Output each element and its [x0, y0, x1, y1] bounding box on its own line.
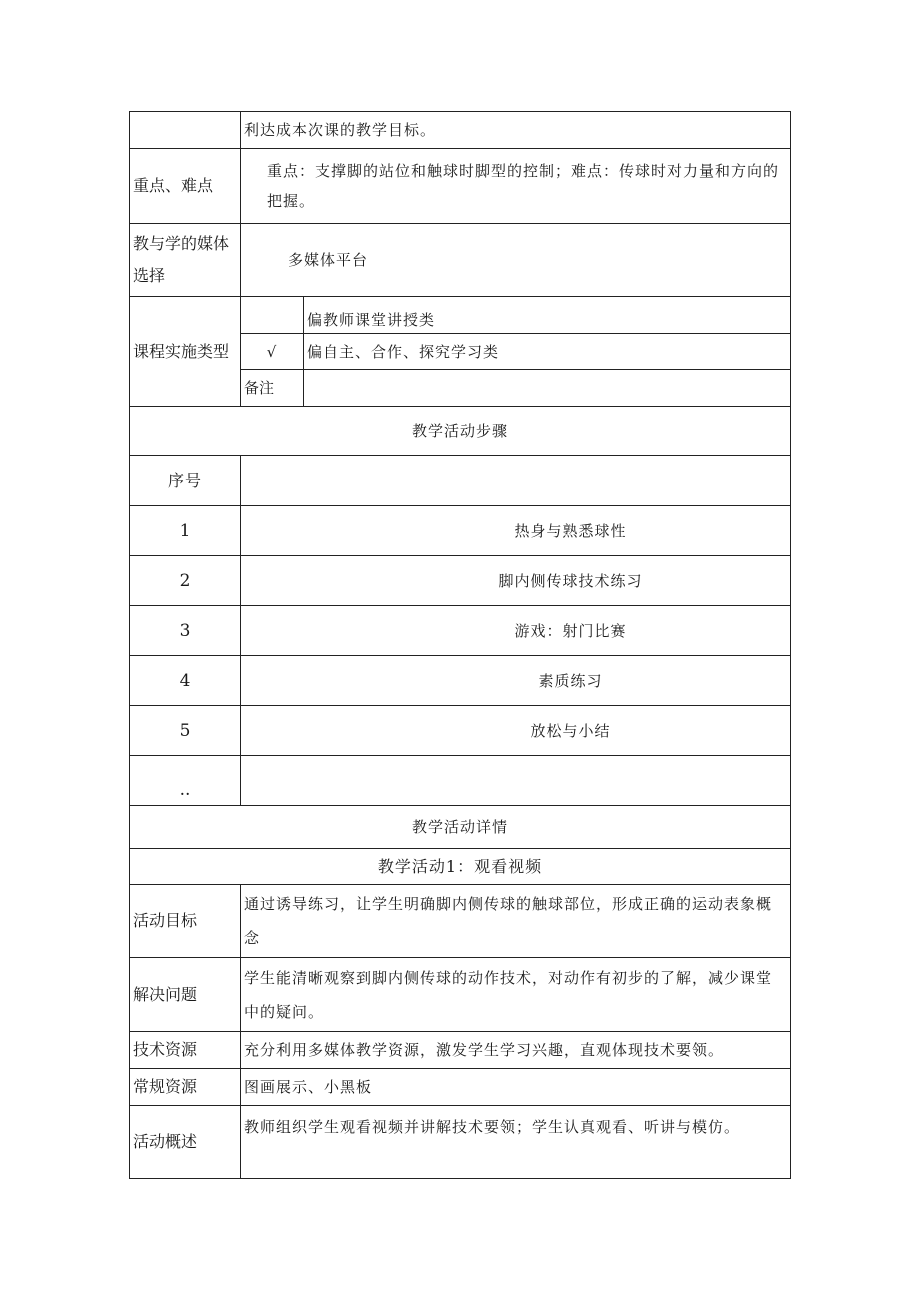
step-name: 游戏：射门比赛 [241, 606, 791, 656]
key-points-text: 重点：支撑脚的站位和触球时脚型的控制；难点：传球时对力量和方向的把握。 [241, 149, 791, 224]
detail-text: 通过诱导练习，让学生明确脚内侧传球的触球部位，形成正确的运动表象概念 [241, 885, 791, 958]
step-number: 4 [130, 656, 241, 706]
step-number: 1 [130, 506, 241, 556]
steps-header-row [130, 456, 791, 506]
details-title-row [130, 806, 791, 849]
steps-title: 教学活动步骤 [130, 407, 791, 456]
step-name: 放松与小结 [241, 706, 791, 756]
course-type-mark-2: √ [241, 334, 304, 370]
step-row [130, 656, 791, 706]
detail-row-overview [130, 1106, 791, 1179]
detail-label: 活动目标 [130, 885, 241, 958]
intro-text: 利达成本次课的教学目标。 [241, 112, 791, 149]
step-row [130, 606, 791, 656]
detail-label: 解决问题 [130, 958, 241, 1032]
step-name: 素质练习 [241, 656, 791, 706]
step-row [130, 756, 791, 806]
media-row [130, 224, 791, 297]
step-number: .. [130, 756, 241, 806]
course-type-option-1: 偏教师课堂讲授类 [304, 297, 791, 334]
detail-row-resources [130, 1069, 791, 1106]
course-type-option-2: 偏自主、合作、探究学习类 [304, 334, 791, 370]
course-type-mark-1 [241, 297, 304, 334]
steps-header-blank [241, 456, 791, 506]
step-row [130, 506, 791, 556]
activity-title: 教学活动1：观看视频 [130, 849, 791, 885]
lesson-plan-table [129, 111, 791, 1179]
course-type-label: 课程实施类型 [130, 297, 241, 407]
step-name: 热身与熟悉球性 [241, 506, 791, 556]
detail-row-problem [130, 958, 791, 1032]
detail-text: 图画展示、小黑板 [241, 1069, 791, 1106]
activity-title-row [130, 849, 791, 885]
steps-title-row [130, 407, 791, 456]
course-type-row-1 [130, 297, 791, 334]
key-points-label: 重点、难点 [130, 149, 241, 224]
step-number: 5 [130, 706, 241, 756]
detail-label: 活动概述 [130, 1106, 241, 1179]
details-title: 教学活动详情 [130, 806, 791, 849]
detail-text: 学生能清晰观察到脚内侧传球的动作技术，对动作有初步的了解，减少课堂中的疑问。 [241, 958, 791, 1032]
course-type-note-label: 备注 [241, 370, 304, 407]
detail-row-goal [130, 885, 791, 958]
detail-text: 充分利用多媒体教学资源，激发学生学习兴趣，直观体现技术要领。 [241, 1032, 791, 1069]
step-number: 2 [130, 556, 241, 606]
key-points-row [130, 149, 791, 224]
detail-label: 常规资源 [130, 1069, 241, 1106]
step-name: 脚内侧传球技术练习 [241, 556, 791, 606]
intro-label-cell [130, 112, 241, 149]
media-value: 多媒体平台 [241, 224, 791, 297]
media-label: 教与学的媒体选择 [130, 224, 241, 297]
detail-row-tech [130, 1032, 791, 1069]
step-row [130, 556, 791, 606]
step-number: 3 [130, 606, 241, 656]
course-type-note-value [304, 370, 791, 407]
intro-row [130, 112, 791, 149]
step-row [130, 706, 791, 756]
steps-header-label: 序号 [130, 456, 241, 506]
step-name [241, 756, 791, 806]
detail-label: 技术资源 [130, 1032, 241, 1069]
detail-text: 教师组织学生观看视频并讲解技术要领；学生认真观看、听讲与模仿。 [241, 1106, 791, 1179]
